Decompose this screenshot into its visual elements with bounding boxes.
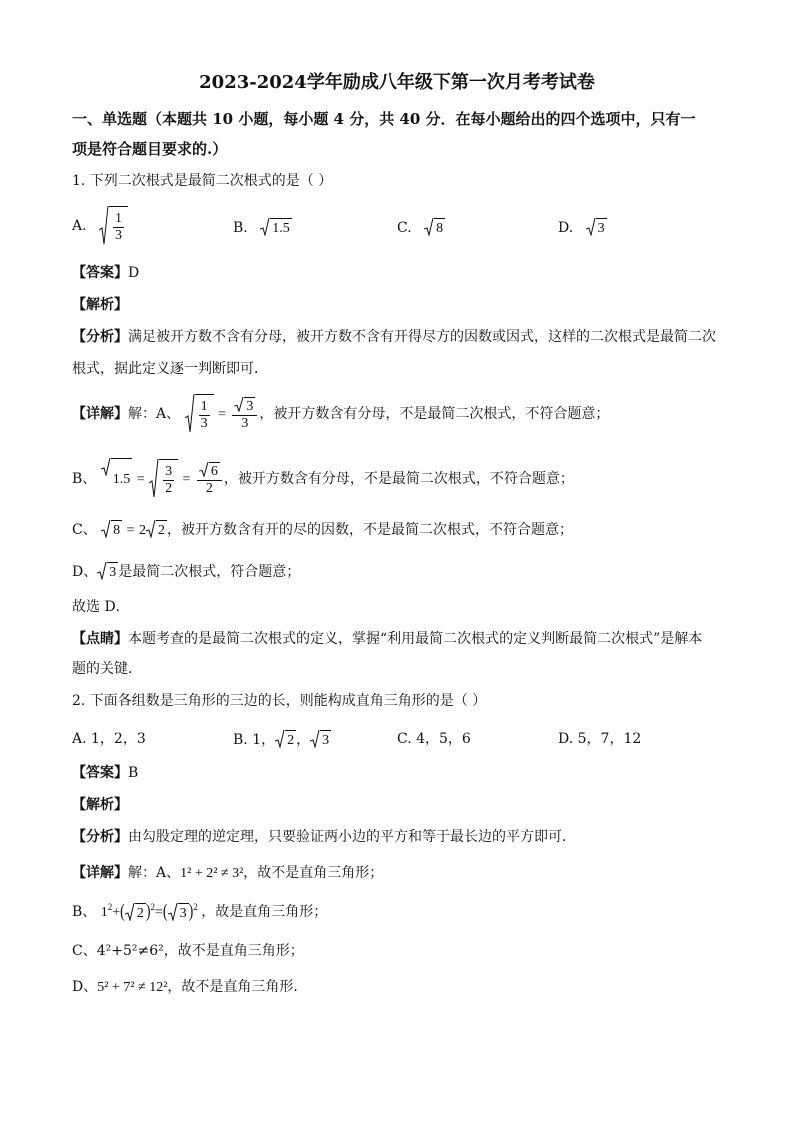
q1a-num: 1: [115, 210, 123, 226]
q1dc-res-radicand: 2: [156, 520, 167, 540]
q1db-den: 2: [165, 480, 173, 496]
q1-analysis-label: 【解析】: [72, 297, 128, 313]
q2db-base1: 1: [100, 905, 108, 921]
q2-detail-a: [72, 864, 383, 883]
q2-detail-d-suffix: ，故不是直角三角形．: [167, 979, 308, 995]
q1c-radicand: 8: [434, 218, 445, 238]
q2-detail-b-math: $1^2+$( 2 )$^2$=( 3 )$^2$: [100, 902, 198, 923]
q1-detail-c-sqrt2: [146, 520, 167, 540]
q1-detail-a: [72, 394, 609, 434]
q1-dianjing-label: 【点睛】: [72, 631, 128, 647]
q1dc-radicand: 8: [111, 520, 122, 540]
plus-sign: +: [112, 905, 121, 921]
q1-stem: 1. 下列二次根式是最简二次根式的是（ ）: [72, 173, 333, 189]
q1-detail-b: [72, 458, 574, 498]
q2-option-b-sep: ，: [296, 732, 311, 748]
q1da-res-den: 3: [241, 415, 249, 431]
q2-answer-label: 【答案】: [72, 765, 128, 781]
q1-detail-c-sqrt8: [101, 520, 122, 540]
q1-detail-d-suffix: 是最简二次根式，符合题意；: [118, 564, 301, 580]
q1-option-b-math: [260, 218, 292, 238]
q1-detail-b-suffix: ，被开方数含有分母，不是最简二次根式，不符合题意；: [223, 471, 574, 487]
q2-detail-d: [72, 978, 307, 997]
q1-option-b-label: B.: [233, 220, 248, 236]
q1-detail-a-suffix: ，被开方数含有分母，不是最简二次根式，不符合题意；: [259, 406, 610, 422]
equals-sign: =: [126, 523, 135, 538]
q1db-res-radicand: 6: [210, 463, 218, 479]
q1-detail-c-prefix: C、: [72, 522, 97, 538]
q2-fenxi: [72, 828, 576, 846]
q1dc-coef: 2: [138, 523, 146, 538]
q1da-den: 3: [200, 415, 208, 431]
q1-detail-d-sqrt3: [97, 562, 118, 582]
q1-detail-b-result: [197, 462, 222, 497]
q2-detail-a-prefix: 解：A、: [128, 865, 181, 881]
q1-dianjing-line1: [72, 630, 702, 648]
exam-title: 2023-2024学年励成八年级下第一次月考考试卷: [199, 72, 595, 93]
q2-option-b-prefix: B. 1，: [233, 732, 276, 748]
q1da-res-radicand: 3: [246, 398, 254, 414]
q1-option-c-label: C.: [397, 220, 412, 236]
q1-detail-b-sqrt15: [101, 458, 133, 500]
q1db-res-den: 2: [205, 480, 213, 496]
q2-fenxi-text: 由勾股定理的逆定理，只要验证两小边的平方和等于最长边的平方即可．: [128, 829, 576, 845]
q2-option-a: A. 1，2，3: [72, 731, 146, 747]
q2-fenxi-label: 【分析】: [72, 829, 128, 845]
q2b-r1: 2: [285, 730, 296, 750]
q1-detail-a-math: [185, 394, 214, 434]
q2-stem: 2. 下面各组数是三角形的三边的长，则能构成直角三角形的是（ ）: [72, 693, 487, 709]
q2b-r2: 3: [320, 730, 331, 750]
q2-detail-d-math: 5² + 7² ≠ 12²: [97, 980, 168, 995]
q1da-num: 1: [200, 398, 208, 414]
q2-option-b: [233, 730, 331, 750]
q1-option-c-math: [424, 218, 445, 238]
q1dd-radicand: 3: [107, 562, 118, 582]
q1-fenxi-line1: [72, 328, 716, 346]
q2db-r2: 3: [178, 903, 189, 923]
q1-answer-label: 【答案】: [72, 265, 128, 281]
q1-dianjing-text1: 本题考查的是最简二次根式的定义，掌握“利用最简二次根式的定义判断最简二次根式”是解本: [128, 631, 703, 647]
q2db-r1: 2: [135, 903, 146, 923]
q1-option-d-label: D.: [558, 220, 574, 236]
q2db-exp2: 2: [150, 902, 155, 913]
section-header-line1: 一、单选题（本题共 10 小题，每小题 4 分，共 40 分．在每小题给出的四个选项中，只有一: [72, 110, 696, 128]
q2-detail-b-prefix: B、: [72, 904, 97, 921]
q1-option-a-math: [99, 206, 128, 246]
q2-detail-b-suffix: ，故是直角三角形；: [201, 904, 328, 921]
q2-detail-label: 【详解】: [72, 865, 128, 881]
q2-detail-b: [72, 903, 327, 923]
q1-detail-d-prefix: D、: [72, 564, 98, 580]
q1-detail-a-result: [232, 397, 257, 432]
q1-option-d: [558, 218, 607, 238]
q2-detail-c: C、4²+5²≠6²，故不是直角三角形；: [72, 943, 304, 959]
equals-sign: =: [218, 407, 226, 422]
q2db-exp3: 2: [193, 902, 198, 913]
equals-sign: =: [155, 905, 163, 921]
q2-detail-a-math: 1² + 2² ≠ 3²: [180, 866, 244, 881]
q2-detail-a-suffix: ，故不是直角三角形；: [243, 865, 384, 881]
q1-fenxi-label: 【分析】: [72, 329, 128, 345]
q1-detail-label: 【详解】: [72, 406, 128, 422]
q1-answer-value: D: [128, 265, 140, 281]
equals-sign: =: [136, 472, 145, 487]
q1db-radicand: 1.5: [111, 458, 133, 500]
q1-option-b: [233, 218, 292, 238]
q1d-radicand: 3: [596, 218, 607, 238]
q1-choose: 故选 D．: [72, 599, 130, 615]
section-header-line2: 项是符合题目要求的.）: [72, 140, 228, 158]
q2-option-d: D. 5，7，12: [558, 731, 642, 747]
q1-detail-c: [72, 520, 573, 540]
q1db-num: 3: [165, 463, 173, 479]
q1-fenxi-text1: 满足被开方数不含有分母，被开方数不含有开得尽方的因数或因式，这样的二次根式是最简二次: [128, 329, 716, 345]
q2-answer: [72, 764, 138, 782]
q2-analysis-label: 【解析】: [72, 797, 128, 813]
q1-dianjing-line2: 题的关键．: [72, 661, 142, 677]
q2-option-c: C. 4，5，6: [397, 731, 471, 747]
q1-fenxi-line2: 根式，据此定义逐一判断即可．: [72, 361, 268, 377]
q1-detail-d: [72, 562, 300, 582]
q2-answer-value: B: [128, 765, 139, 781]
q1-answer: [72, 264, 139, 282]
q1b-radicand: 1.5: [270, 218, 292, 238]
q2-option-b-sqrt3: [310, 730, 331, 750]
q1-option-d-math: [586, 218, 607, 238]
q2-detail-d-prefix: D、: [72, 979, 98, 995]
q1-option-a-label: A.: [72, 218, 87, 234]
q1-detail-b-sqrt-frac: [149, 459, 178, 499]
q1-detail-a-prefix: 解：A、: [128, 406, 181, 422]
q2-option-b-sqrt2: [275, 730, 296, 750]
q1-detail-c-suffix: ，被开方数含有开的尽的因数，不是最简二次根式，不符合题意；: [166, 522, 573, 538]
q2db-exp1: 2: [107, 902, 113, 913]
q1-option-c: [397, 218, 445, 238]
equals-sign: =: [182, 472, 191, 487]
q1-option-a: [72, 206, 128, 246]
q1a-den: 3: [115, 227, 123, 243]
q1-detail-b-prefix: B、: [72, 471, 97, 487]
